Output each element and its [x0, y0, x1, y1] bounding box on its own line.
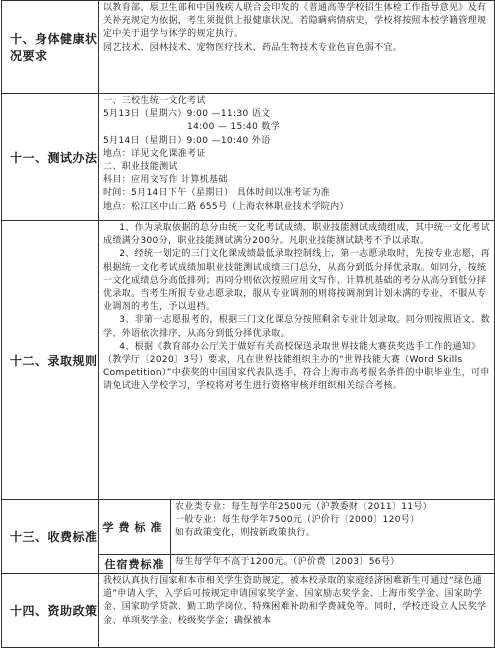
tuition-label: 学费标准: [99, 500, 171, 555]
test-schedule-day1-morning: 5月13日（星期六）9:00 —11:30 语文: [103, 109, 271, 120]
rule-4: 4、根据《教育部办公厅关于做好有关高校保送录取世界技能大赛获奖选手工作的通知》（教学厅〔2020〕3号）要求，凡在世界技能组织主办的“世界技能大赛（Word Skills Competition）”中获奖的中国国家代表队选手，符合上海市高考报名条件的中职毕业生，可申请免试进入学校学习，学校将对考生进行资格审核并组织相关综合考核。: [103, 341, 490, 392]
row-health-heading: 十、身体健康状况要求: [2, 1, 99, 94]
test-section-1-title: 一、三校生统一文化考试: [103, 96, 206, 106]
row-financial-aid-content: [99, 574, 495, 648]
row-health-content: [99, 1, 495, 94]
row-test-method: [2, 94, 495, 221]
aid-paragraph: 我校认真执行国家和本市相关学生资助规定，被本校录取的家庭经济困难新生可通过“绿色通道”申请入学，入学后可按规定申请国家奖学金、国家励志奖学金、上海市奖学金、国家助学金、国家助学贷款、勤工助学岗位、特殊困难补助和学费减免等。同时，学校还设立人民奖学金、单项奖学金、校级奖学金；确保被本: [103, 576, 487, 626]
row-admission-rules-content: [99, 221, 495, 500]
row-financial-aid-heading: 十四、资助政策: [2, 574, 99, 648]
tuition-agri: 农业类专业：每生每学年2500元（沪教委财〔2011〕11号）: [175, 502, 433, 512]
housing-content: [171, 555, 495, 574]
row-admission-rules-heading: 十二、录取规则: [2, 221, 99, 500]
health-paragraph-1: 以教育部、原卫生部和中国残疾人联合会印发的《普通高等学校招生体检工作指导意见》及有关补充规定为依据，考生须提供上报健康状况。若隐瞒病情病史，学校将按照本校学籍管理规定中关于退学与休学的规定执行。: [103, 3, 487, 40]
row-fees-tuition: [2, 500, 495, 555]
tuition-general: 一般专业：每生每学年7500元（沪价行〔2000〕120号）: [175, 515, 420, 526]
test-section-2-title: 二、职业技能测试: [103, 162, 178, 173]
row-admission-rules: [2, 221, 495, 500]
test-schedule-day2: 5月14日（星期日）9:00 —10:40 外语: [103, 135, 271, 146]
housing-label: 住宿费标准: [99, 555, 171, 574]
housing-fee: 每生每学年不高于1200元。（沪价费〔2003〕56号）: [175, 557, 400, 567]
admission-table: [1, 0, 495, 648]
row-test-method-content: [99, 94, 495, 221]
rule-1: 1、作为录取依据的总分由统一文化考试成绩、职业技能测试成绩组成，其中统一文化考试成绩满分300分，职业技能测试满分200分。凡职业技能测试缺考不予以录取。: [103, 223, 490, 247]
health-paragraph-2: 园艺技术、园林技术、宠物医疗技术、药品生物技术专业色盲色弱不宜。: [103, 42, 403, 53]
row-test-method-heading: 十一、测试办法: [2, 94, 99, 221]
test-schedule-day1-afternoon: 14:00 — 15:40 数学: [187, 122, 281, 133]
rule-3: 3、非第一志愿报考的，根据三门文化课总分按照剩余专业计划录取。同分则按照语文、数学、外语依次排序，从高分到低分择优录取。: [103, 315, 490, 339]
tuition-content: [171, 500, 495, 555]
row-health: [2, 1, 495, 94]
test-time-skills: 时间：5月14日下午（星期日） 具体时间以准考证为准: [103, 188, 331, 199]
tuition-policy-note: 如有政策变化，则按新政策执行。: [175, 528, 316, 539]
row-fees-heading: 十三、收费标准: [2, 500, 99, 574]
test-location-culture: 地点：详见文化课准考证: [103, 148, 206, 159]
row-financial-aid: [2, 574, 495, 648]
rule-2: 2、经统一划定的三门文化课成绩最低录取控制线上，第一志愿录取时，先按专业志愿，再根据统一文化考试成绩加职业技能测试成绩三门总分，从高分到低分择优录取。如同分，按统一文化成绩总分高低排列；再同分则依次按照应用文写作、计算机基础的考分从高分到低分择优录取。当考生所报专业志愿录取，服从专业调剂的则将按调剂到计划未满的专业，不服从专业调剂的考生，予以退档。: [103, 249, 490, 313]
test-subjects: 科目：应用文写作 计算机基础: [103, 175, 228, 186]
test-location-skills: 地点：松江区中山二路 655号（上海农林职业技术学院内）: [103, 201, 349, 212]
